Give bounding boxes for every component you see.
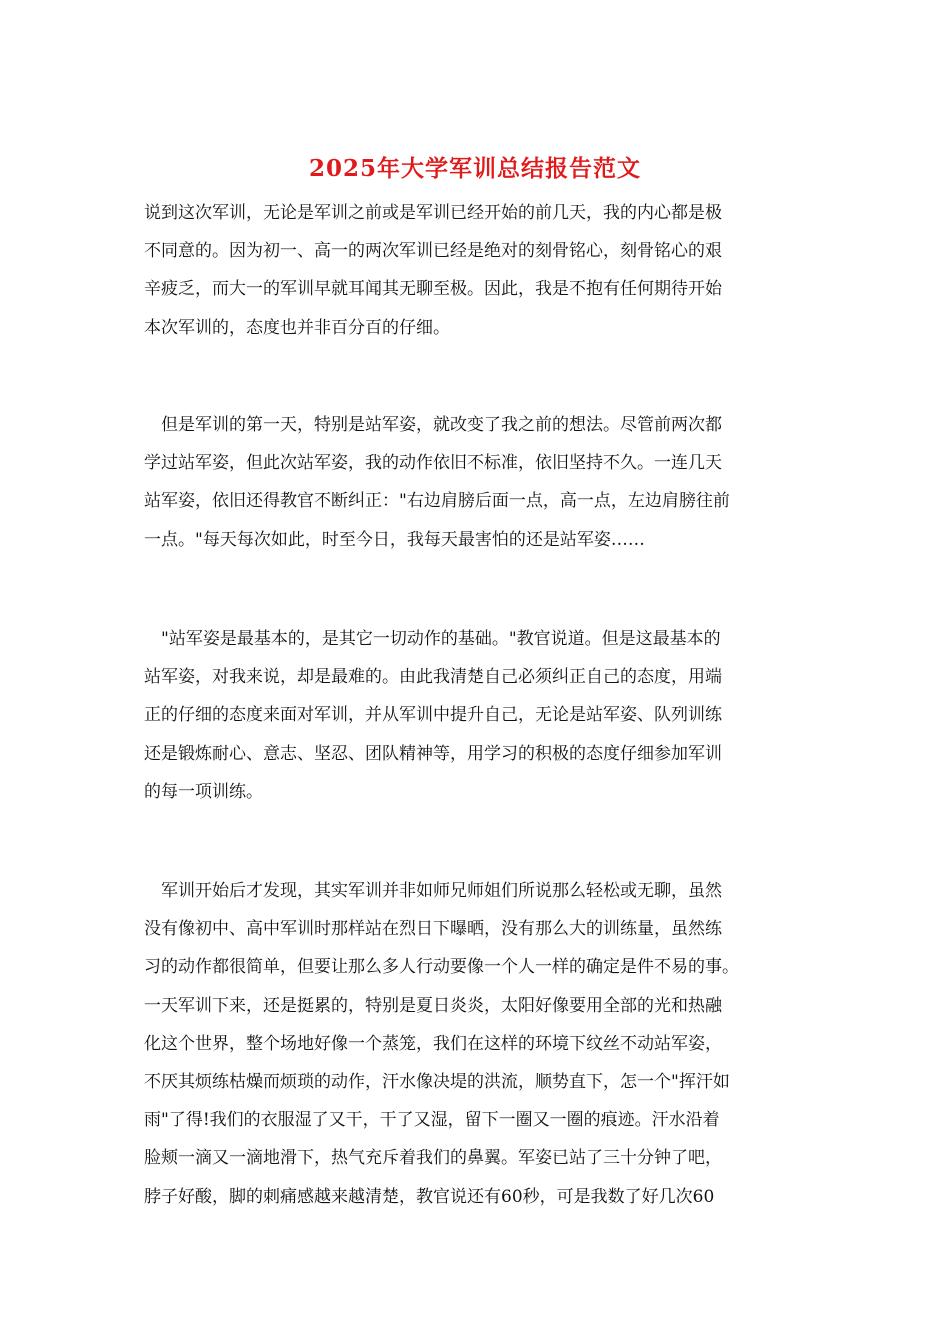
paragraph-line: 没有像初中、高中军训时那样站在烈日下曝晒，没有那么大的训练量，虽然练: [144, 919, 722, 940]
paragraph-line: 军训开始后才发现，其实军训并非如师兄师姐们所说那么轻松或无聊，虽然: [144, 881, 722, 901]
paragraph-line: 站军姿，对我来说，却是最难的。由此我清楚自己必须纠正自己的态度，用端: [144, 667, 722, 688]
paragraph-1: [144, 194, 812, 347]
paragraph-line: 化这个世界，整个场地好像一个蒸笼，我们在这样的环境下纹丝不动站军姿，: [144, 1033, 722, 1054]
paragraph-4: [144, 872, 812, 1216]
paragraph-line: 一天军训下来，还是挺累的，特别是夏日炎炎，太阳好像要用全部的光和热融: [144, 995, 722, 1016]
paragraph-line: 但是军训的第一天，特别是站军姿，就改变了我之前的想法。尽管前两次都: [144, 415, 722, 435]
paragraph-line: 习的动作都很简单，但要让那么多人行动要像一个人一样的确定是件不易的事。: [144, 957, 739, 978]
paragraph-line: 学过站军姿，但此次站军姿，我的动作依旧不标准，依旧坚持不久。一连几天: [144, 453, 722, 474]
paragraph-3: [144, 620, 812, 811]
paragraph-line: 站军姿，依旧还得教官不断纠正："右边肩膀后面一点，高一点，左边肩膀往前: [144, 491, 730, 512]
paragraph-line: 雨"了得!我们的衣服湿了又干，干了又湿，留下一圈又一圈的痕迹。汗水沿着: [144, 1110, 720, 1131]
paragraph-line: 说到这次军训，无论是军训之前或是军训已经开始的前几天，我的内心都是极: [144, 203, 722, 223]
paragraph-line: 正的仔细的态度来面对军训，并从军训中提升自己，无论是站军姿、队列训练: [144, 705, 722, 726]
paragraph-line: 一点。"每天每次如此，时至今日，我每天最害怕的还是站军姿……: [144, 529, 645, 550]
paragraph-line: 脖子好酸，脚的刺痛感越来越清楚，教官说还有60秒，可是我数了好几次60: [144, 1186, 715, 1207]
paragraph-line: 不同意的。因为初一、高一的两次军训已经是绝对的刻骨铭心，刻骨铭心的艰: [144, 241, 722, 262]
paragraph-line: 还是锻炼耐心、意志、坚忍、团队精神等，用学习的积极的态度仔细参加军训: [144, 743, 722, 764]
paragraph-2: [144, 406, 812, 559]
document-title: 2025年大学军训总结报告范文: [308, 155, 641, 182]
paragraph-line: 本次军训的，态度也并非百分百的仔细。: [144, 317, 450, 338]
paragraph-line: 脸颊一滴又一滴地滑下，热气充斥着我们的鼻翼。军姿已站了三十分钟了吧，: [144, 1148, 722, 1169]
paragraph-line: 辛疲乏，而大一的军训早就耳闻其无聊至极。因此，我是不抱有任何期待开始: [144, 279, 722, 300]
paragraph-line: 的每一项训练。: [144, 781, 263, 802]
paragraph-line: "站军姿是最基本的，是其它一切动作的基础。"教官说道。但是这最基本的: [144, 629, 721, 649]
paragraph-line: 不厌其烦练枯燥而烦琐的动作，汗水像决堤的洪流，顺势直下，怎一个"挥汗如: [144, 1072, 730, 1093]
